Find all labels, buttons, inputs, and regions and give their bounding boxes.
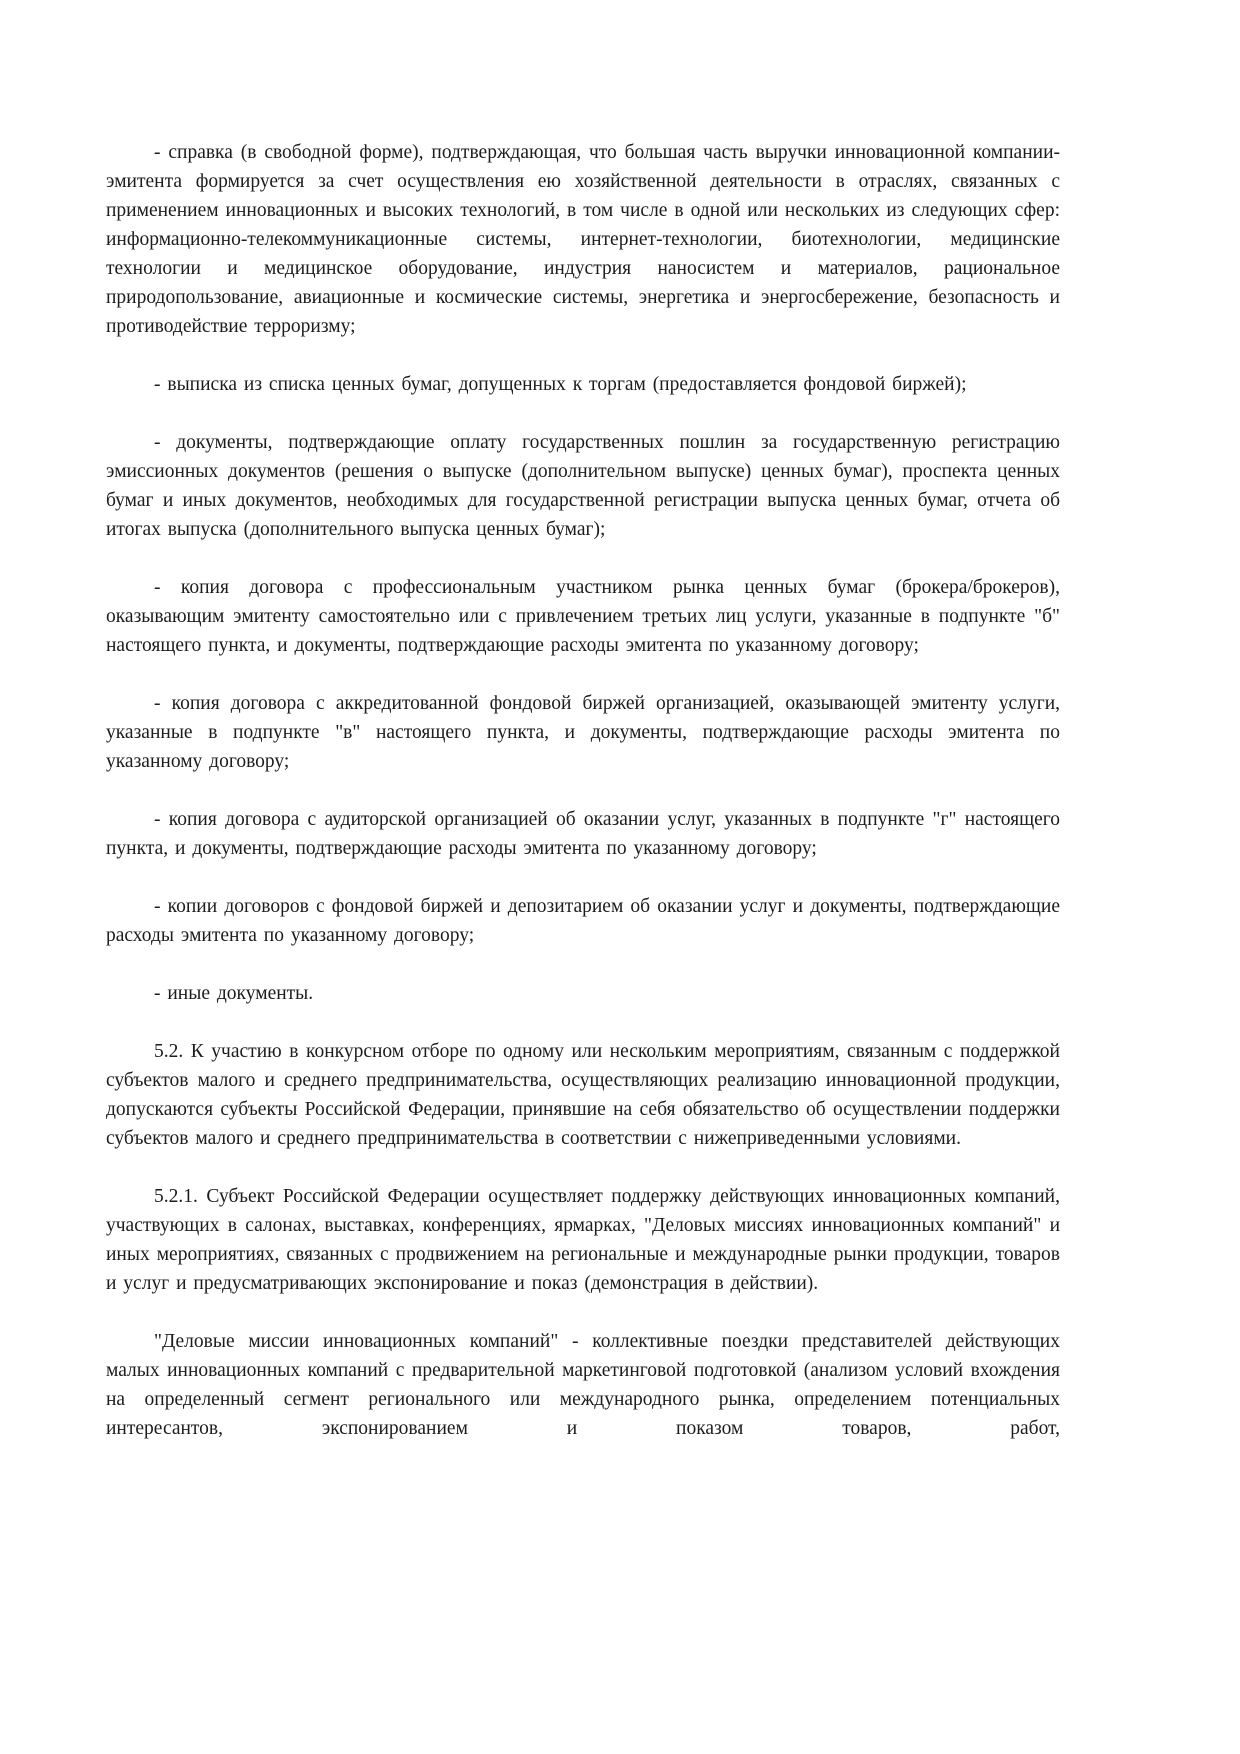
paragraph-bullet-inye-dokumenty: - иные документы. — [154, 983, 314, 1004]
paragraph-bullet-kopiya-dogovora-audit: - копия договора с аудиторской организацией об оказании услуг, указанных в подпункте "г" настоящего пункта, и документы, подтверждающие расходы эмитента по указанному договору; — [106, 809, 1060, 859]
paragraph-bullet-kopiya-dogovora-birzha: - копия договора с аккредитованной фондовой биржей организацией, оказывающей эмитенту услуги, указанные в подпункте "в" настоящего пункта, и документы, подтверждающие расходы эмитента по указанному договору; — [106, 693, 1060, 772]
paragraph-bullet-kopiya-dogovora-broker: - копия договора с профессиональным участником рынка ценных бумаг (брокера/брокеров), оказывающим эмитенту самостоятельно или с привлечением третьих лиц услуги, указанные в подпункте "б" настоящего пункта, и документы, подтверждающие расходы эмитента по указанному договору; — [106, 577, 1060, 656]
paragraph-5-2: 5.2. К участию в конкурсном отборе по одному или нескольким мероприятиям, связанным с поддержкой субъектов малого и среднего предпринимательства, осуществляющих реализацию инновационной продукции, допускаются субъекты Российской Федерации, принявшие на себя обязательство об осуществлении поддержки субъектов малого и среднего предпринимательства в соответствии с нижеприведенными условиями. — [106, 1041, 1060, 1149]
paragraph-5-2-1: 5.2.1. Субъект Российской Федерации осуществляет поддержку действующих инновационных компаний, участвующих в салонах, выставках, конференциях, ярмарках, "Деловых миссиях инновационных компаний" и иных мероприятиях, связанных с продвижением на региональные и международные рынки продукции, товаров и услуг и предусматривающих экспонирование и показ (демонстрация в действии). — [106, 1186, 1060, 1294]
paragraph-bullet-kopii-dogovorov-depozitariy: - копии договоров с фондовой биржей и депозитарием об оказании услуг и документы, подтверждающие расходы эмитента по указанному договору; — [106, 896, 1060, 946]
paragraph-bullet-vypiska: - выписка из списка ценных бумаг, допущенных к торгам (предоставляется фондовой биржей); — [154, 374, 967, 395]
paragraph-bullet-spravka: - справка (в свободной форме), подтверждающая, что большая часть выручки инновационной компании-эмитента формируется за счет осуществления ею хозяйственной деятельности в отраслях, связанных с применением инновационных и высоких технологий, в том числе в одной или нескольких из следующих сфер: информационно-телекоммуникационные системы, интернет-технологии, биотехнологии, медицинские технологии и медицинское оборудование, индустрия наносистем и материалов, рациональное природопользование, авиационные и космические системы, энергетика и энергосбережение, безопасность и противодействие терроризму; — [106, 142, 1060, 337]
paragraph-delovye-missii: "Деловые миссии инновационных компаний" - коллективные поездки представителей действующих малых инновационных компаний с предварительной маркетинговой подготовкой (анализом условий вхождения на определенный сегмент регионального или международного рынка, определением потенциальных интересантов, экспонированием и показом товаров, работ, — [106, 1331, 1060, 1439]
paragraph-bullet-dokumenty-poshliny: - документы, подтверждающие оплату государственных пошлин за государственную регистрацию эмиссионных документов (решения о выпуске (дополнительном выпуске) ценных бумаг), проспекта ценных бумаг и иных документов, необходимых для государственной регистрации выпуска ценных бумаг, отчета об итогах выпуска (дополнительного выпуска ценных бумаг); — [106, 432, 1060, 540]
document-body — [106, 138, 1060, 1443]
